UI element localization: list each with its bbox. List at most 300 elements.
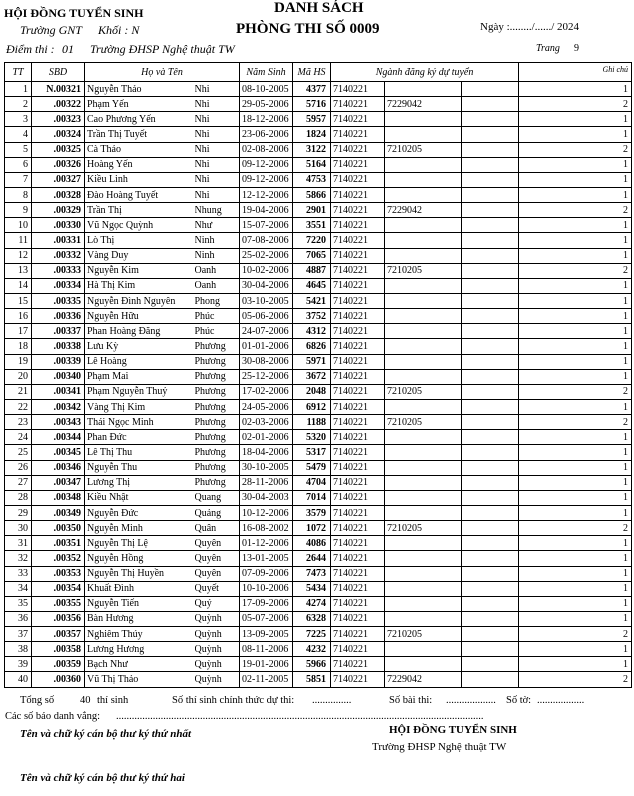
major-3 xyxy=(462,112,519,127)
given-name: Quỳnh xyxy=(195,627,240,642)
note: 2 xyxy=(519,521,632,536)
major-1: 7140221 xyxy=(331,263,385,278)
row-number: 38 xyxy=(5,642,32,657)
given-name: Oanh xyxy=(195,263,240,278)
major-2 xyxy=(385,157,462,172)
major-2 xyxy=(385,430,462,445)
major-1: 7140221 xyxy=(331,309,385,324)
table-header-row xyxy=(5,63,632,82)
table-row xyxy=(5,127,632,142)
note: 1 xyxy=(519,172,632,187)
row-number: 10 xyxy=(5,218,32,233)
major-3 xyxy=(462,97,519,112)
surname-middle: Nghiêm Thúy xyxy=(85,627,195,642)
birth-date: 29-05-2006 xyxy=(240,97,293,112)
student-code: 4274 xyxy=(293,596,331,611)
note: 1 xyxy=(519,112,632,127)
student-code: 7220 xyxy=(293,233,331,248)
student-code: 4887 xyxy=(293,263,331,278)
date-field: Ngày :......../....../ 2024 xyxy=(480,21,579,33)
note: 1 xyxy=(519,369,632,384)
birth-date: 30-04-2003 xyxy=(240,490,293,505)
surname-middle: Bàn Hương xyxy=(85,611,195,626)
major-1: 7140221 xyxy=(331,248,385,263)
major-1: 7140221 xyxy=(331,445,385,460)
birth-date: 07-08-2006 xyxy=(240,233,293,248)
surname-middle: Lê Thị Thu xyxy=(85,445,195,460)
major-3 xyxy=(462,521,519,536)
col-sbd: SBD xyxy=(32,63,85,82)
major-2 xyxy=(385,581,462,596)
major-3 xyxy=(462,551,519,566)
note: 1 xyxy=(519,490,632,505)
table-row xyxy=(5,581,632,596)
note: 1 xyxy=(519,445,632,460)
candidate-id: .00358 xyxy=(32,642,85,657)
page-number: 9 xyxy=(574,43,579,54)
table-row xyxy=(5,399,632,414)
major-3 xyxy=(462,203,519,218)
table-row xyxy=(5,475,632,490)
note: 2 xyxy=(519,384,632,399)
absent-label: Các số báo danh vắng: xyxy=(5,711,101,722)
student-code: 1072 xyxy=(293,521,331,536)
candidate-id: .00338 xyxy=(32,339,85,354)
birth-date: 10-10-2006 xyxy=(240,581,293,596)
birth-date: 19-01-2006 xyxy=(240,657,293,672)
student-code: 2644 xyxy=(293,551,331,566)
birth-date: 02-11-2005 xyxy=(240,672,293,687)
candidate-id: .00359 xyxy=(32,657,85,672)
table-row xyxy=(5,384,632,399)
surname-middle: Phan Hoàng Đăng xyxy=(85,324,195,339)
birth-date: 02-03-2006 xyxy=(240,415,293,430)
row-number: 39 xyxy=(5,657,32,672)
major-2 xyxy=(385,309,462,324)
surname-middle: Lưu Kỳ xyxy=(85,339,195,354)
row-number: 2 xyxy=(5,97,32,112)
note: 1 xyxy=(519,324,632,339)
major-1: 7140221 xyxy=(331,339,385,354)
major-3 xyxy=(462,82,519,97)
major-2 xyxy=(385,551,462,566)
table-row xyxy=(5,324,632,339)
col-dob: Năm Sinh xyxy=(240,63,293,82)
table-row xyxy=(5,309,632,324)
row-number: 8 xyxy=(5,187,32,202)
table-row xyxy=(5,445,632,460)
major-2 xyxy=(385,445,462,460)
student-code: 3752 xyxy=(293,309,331,324)
student-code: 1824 xyxy=(293,127,331,142)
birth-date: 09-12-2006 xyxy=(240,157,293,172)
table-row xyxy=(5,354,632,369)
candidate-id: .00339 xyxy=(32,354,85,369)
note: 1 xyxy=(519,339,632,354)
candidate-id: .00326 xyxy=(32,157,85,172)
row-number: 31 xyxy=(5,536,32,551)
note: 2 xyxy=(519,627,632,642)
student-code: 4377 xyxy=(293,82,331,97)
major-3 xyxy=(462,430,519,445)
given-name: Quyên xyxy=(195,536,240,551)
row-number: 34 xyxy=(5,581,32,596)
student-code: 4086 xyxy=(293,536,331,551)
birth-date: 01-01-2006 xyxy=(240,339,293,354)
candidate-id: .00349 xyxy=(32,505,85,520)
row-number: 32 xyxy=(5,551,32,566)
student-code: 4645 xyxy=(293,278,331,293)
given-name: Nhi xyxy=(195,112,240,127)
birth-date: 30-04-2006 xyxy=(240,278,293,293)
major-1: 7140221 xyxy=(331,596,385,611)
note: 2 xyxy=(519,263,632,278)
row-number: 22 xyxy=(5,399,32,414)
surname-middle: Thái Ngọc Minh xyxy=(85,415,195,430)
birth-date: 07-09-2006 xyxy=(240,566,293,581)
candidate-id: .00357 xyxy=(32,627,85,642)
row-number: 1 xyxy=(5,82,32,97)
papers-label: Số bài thi: xyxy=(389,695,433,706)
given-name: Phương xyxy=(195,399,240,414)
birth-date: 15-07-2006 xyxy=(240,218,293,233)
surname-middle: Vũ Ngọc Quỳnh xyxy=(85,218,195,233)
birth-date: 24-05-2006 xyxy=(240,399,293,414)
table-row xyxy=(5,611,632,626)
candidate-id: .00345 xyxy=(32,445,85,460)
candidate-id: .00334 xyxy=(32,278,85,293)
birth-date: 28-11-2006 xyxy=(240,475,293,490)
table-row xyxy=(5,596,632,611)
major-1: 7140221 xyxy=(331,657,385,672)
table-row xyxy=(5,490,632,505)
given-name: Phong xyxy=(195,293,240,308)
birth-date: 02-01-2006 xyxy=(240,430,293,445)
birth-date: 18-12-2006 xyxy=(240,112,293,127)
major-1: 7140221 xyxy=(331,475,385,490)
row-number: 19 xyxy=(5,354,32,369)
room-title: PHÒNG THI SỐ 0009 xyxy=(236,21,380,37)
major-2 xyxy=(385,536,462,551)
row-number: 35 xyxy=(5,596,32,611)
note: 1 xyxy=(519,187,632,202)
given-name: Phúc xyxy=(195,324,240,339)
col-major: Ngành đăng ký dự tuyển xyxy=(331,63,519,82)
row-number: 6 xyxy=(5,157,32,172)
major-1: 7140221 xyxy=(331,142,385,157)
major-2: 7210205 xyxy=(385,142,462,157)
student-code: 6328 xyxy=(293,611,331,626)
table-row xyxy=(5,157,632,172)
surname-middle: Phạm Nguyễn Thuỷ xyxy=(85,384,195,399)
candidate-id: .00332 xyxy=(32,248,85,263)
birth-date: 18-04-2006 xyxy=(240,445,293,460)
major-1: 7140221 xyxy=(331,293,385,308)
student-code: 4312 xyxy=(293,324,331,339)
major-2: 7210205 xyxy=(385,627,462,642)
given-name: Ninh xyxy=(195,248,240,263)
major-2 xyxy=(385,566,462,581)
given-name: Phương xyxy=(195,354,240,369)
surname-middle: Nguyễn Thị Lệ xyxy=(85,536,195,551)
surname-middle: Cao Phương Yến xyxy=(85,112,195,127)
major-2 xyxy=(385,611,462,626)
major-3 xyxy=(462,293,519,308)
major-2 xyxy=(385,642,462,657)
birth-date: 03-10-2005 xyxy=(240,293,293,308)
surname-middle: Vàng Duy xyxy=(85,248,195,263)
candidate-id: .00333 xyxy=(32,263,85,278)
table-row xyxy=(5,460,632,475)
candidate-id: .00346 xyxy=(32,460,85,475)
row-number: 17 xyxy=(5,324,32,339)
major-3 xyxy=(462,187,519,202)
row-number: 14 xyxy=(5,278,32,293)
table-row xyxy=(5,82,632,97)
table-row xyxy=(5,521,632,536)
table-row xyxy=(5,248,632,263)
note: 1 xyxy=(519,399,632,414)
birth-date: 02-08-2006 xyxy=(240,142,293,157)
table-row xyxy=(5,97,632,112)
note: 1 xyxy=(519,581,632,596)
candidate-id: .00330 xyxy=(32,218,85,233)
surname-middle: Nguyễn Hồng xyxy=(85,551,195,566)
given-name: Phương xyxy=(195,339,240,354)
table-row xyxy=(5,339,632,354)
surname-middle: Nguyễn Tiến xyxy=(85,596,195,611)
birth-date: 30-08-2006 xyxy=(240,354,293,369)
given-name: Quý xyxy=(195,596,240,611)
major-2 xyxy=(385,505,462,520)
major-1: 7140221 xyxy=(331,460,385,475)
major-2 xyxy=(385,278,462,293)
student-code: 5716 xyxy=(293,97,331,112)
surname-middle: Hà Thị Kim xyxy=(85,278,195,293)
school-label: Trường GNT xyxy=(20,23,82,37)
major-3 xyxy=(462,157,519,172)
major-3 xyxy=(462,611,519,626)
surname-middle: Bạch Như xyxy=(85,657,195,672)
major-2: 7210205 xyxy=(385,263,462,278)
student-code: 1188 xyxy=(293,415,331,430)
note: 1 xyxy=(519,475,632,490)
major-3 xyxy=(462,309,519,324)
given-name: Phương xyxy=(195,475,240,490)
birth-date: 08-10-2005 xyxy=(240,82,293,97)
official-count-field: ............... xyxy=(312,695,352,706)
note: 1 xyxy=(519,218,632,233)
student-code: 5971 xyxy=(293,354,331,369)
note: 1 xyxy=(519,596,632,611)
note: 1 xyxy=(519,505,632,520)
row-number: 11 xyxy=(5,233,32,248)
table-row xyxy=(5,657,632,672)
surname-middle: Nguyễn Đình Nguyên xyxy=(85,293,195,308)
birth-date: 19-04-2006 xyxy=(240,203,293,218)
birth-date: 05-06-2006 xyxy=(240,309,293,324)
major-2: 7210205 xyxy=(385,415,462,430)
major-2 xyxy=(385,293,462,308)
major-3 xyxy=(462,566,519,581)
major-1: 7140221 xyxy=(331,218,385,233)
candidate-id: .00327 xyxy=(32,172,85,187)
birth-date: 13-09-2005 xyxy=(240,627,293,642)
table-row xyxy=(5,415,632,430)
note: 1 xyxy=(519,248,632,263)
major-3 xyxy=(462,505,519,520)
row-number: 16 xyxy=(5,309,32,324)
major-1: 7140221 xyxy=(331,127,385,142)
note: 1 xyxy=(519,293,632,308)
student-code: 3579 xyxy=(293,505,331,520)
surname-middle: Lê Hoàng xyxy=(85,354,195,369)
surname-middle: Nguyễn Minh xyxy=(85,521,195,536)
major-3 xyxy=(462,339,519,354)
note: 2 xyxy=(519,672,632,687)
major-2 xyxy=(385,112,462,127)
major-1: 7140221 xyxy=(331,172,385,187)
major-2 xyxy=(385,172,462,187)
surname-middle: Nguyễn Thị Huyền xyxy=(85,566,195,581)
table-row xyxy=(5,505,632,520)
surname-middle: Lương Hương xyxy=(85,642,195,657)
major-3 xyxy=(462,536,519,551)
major-1: 7140221 xyxy=(331,642,385,657)
note: 1 xyxy=(519,309,632,324)
major-2: 7210205 xyxy=(385,521,462,536)
major-1: 7140221 xyxy=(331,672,385,687)
note: 1 xyxy=(519,127,632,142)
row-number: 24 xyxy=(5,430,32,445)
birth-date: 08-11-2006 xyxy=(240,642,293,657)
page-label: Trang xyxy=(536,43,560,54)
candidate-id: .00325 xyxy=(32,142,85,157)
sheets-label: Số tờ: xyxy=(506,695,532,706)
given-name: Nhi xyxy=(195,127,240,142)
major-3 xyxy=(462,642,519,657)
given-name: Quyên xyxy=(195,566,240,581)
student-code: 6826 xyxy=(293,339,331,354)
birth-date: 23-06-2006 xyxy=(240,127,293,142)
signature-secretary-2: Tên và chữ ký cán bộ thư ký thứ hai xyxy=(20,772,185,784)
birth-date: 12-12-2006 xyxy=(240,187,293,202)
major-3 xyxy=(462,384,519,399)
surname-middle: Nguyễn Kim xyxy=(85,263,195,278)
major-3 xyxy=(462,657,519,672)
given-name: Nhung xyxy=(195,203,240,218)
candidate-id: .00353 xyxy=(32,566,85,581)
given-name: Quang xyxy=(195,490,240,505)
candidate-id: .00356 xyxy=(32,611,85,626)
major-3 xyxy=(462,172,519,187)
given-name: Phương xyxy=(195,460,240,475)
note: 2 xyxy=(519,203,632,218)
birth-date: 17-02-2006 xyxy=(240,384,293,399)
table-row xyxy=(5,218,632,233)
candidate-id: .00340 xyxy=(32,369,85,384)
major-1: 7140221 xyxy=(331,399,385,414)
major-1: 7140221 xyxy=(331,536,385,551)
col-student-code: Mã HS xyxy=(293,63,331,82)
student-code: 5434 xyxy=(293,581,331,596)
major-3 xyxy=(462,627,519,642)
surname-middle: Kiều Linh xyxy=(85,172,195,187)
document-title: DANH SÁCH xyxy=(274,0,364,16)
note: 1 xyxy=(519,611,632,626)
table-row xyxy=(5,627,632,642)
block-label: Khối : N xyxy=(98,23,140,37)
birth-date: 24-07-2006 xyxy=(240,324,293,339)
major-3 xyxy=(462,415,519,430)
major-2 xyxy=(385,187,462,202)
birth-date: 25-12-2006 xyxy=(240,369,293,384)
major-2 xyxy=(385,354,462,369)
surname-middle: Phạm Yến xyxy=(85,97,195,112)
major-3 xyxy=(462,233,519,248)
col-note: Ghi chú xyxy=(519,63,632,82)
council-title: HỘI ĐỒNG TUYỂN SINH xyxy=(4,6,144,20)
student-code: 5866 xyxy=(293,187,331,202)
major-2: 7229042 xyxy=(385,97,462,112)
student-code: 3551 xyxy=(293,218,331,233)
major-2: 7229042 xyxy=(385,672,462,687)
major-3 xyxy=(462,399,519,414)
major-2 xyxy=(385,475,462,490)
major-3 xyxy=(462,490,519,505)
candidate-id: .00355 xyxy=(32,596,85,611)
surname-middle: Khuất Đình xyxy=(85,581,195,596)
row-number: 15 xyxy=(5,293,32,308)
given-name: Quỳnh xyxy=(195,657,240,672)
student-code: 5851 xyxy=(293,672,331,687)
major-2 xyxy=(385,460,462,475)
student-code: 7473 xyxy=(293,566,331,581)
given-name: Quyên xyxy=(195,551,240,566)
table-row xyxy=(5,293,632,308)
major-1: 7140221 xyxy=(331,611,385,626)
major-3 xyxy=(462,324,519,339)
surname-middle: Hoàng Yến xyxy=(85,157,195,172)
total-value: 40 xyxy=(80,695,91,706)
given-name: Nhi xyxy=(195,157,240,172)
student-code: 4753 xyxy=(293,172,331,187)
birth-date: 30-10-2005 xyxy=(240,460,293,475)
col-tt: TT xyxy=(5,63,32,82)
row-number: 18 xyxy=(5,339,32,354)
note: 1 xyxy=(519,536,632,551)
surname-middle: Vũ Thị Thảo xyxy=(85,672,195,687)
row-number: 7 xyxy=(5,172,32,187)
candidate-id: .00344 xyxy=(32,430,85,445)
major-1: 7140221 xyxy=(331,278,385,293)
candidate-id: N.00321 xyxy=(32,82,85,97)
candidate-id: .00337 xyxy=(32,324,85,339)
birth-date: 10-12-2006 xyxy=(240,505,293,520)
row-number: 37 xyxy=(5,627,32,642)
birth-date: 10-02-2006 xyxy=(240,263,293,278)
candidate-id: .00341 xyxy=(32,384,85,399)
surname-middle: Nguyễn Thu xyxy=(85,460,195,475)
table-row xyxy=(5,142,632,157)
row-number: 33 xyxy=(5,566,32,581)
major-1: 7140221 xyxy=(331,82,385,97)
surname-middle: Nguyễn Hữu xyxy=(85,309,195,324)
major-1: 7140221 xyxy=(331,581,385,596)
table-row xyxy=(5,672,632,687)
note: 1 xyxy=(519,551,632,566)
given-name: Nhi xyxy=(195,187,240,202)
